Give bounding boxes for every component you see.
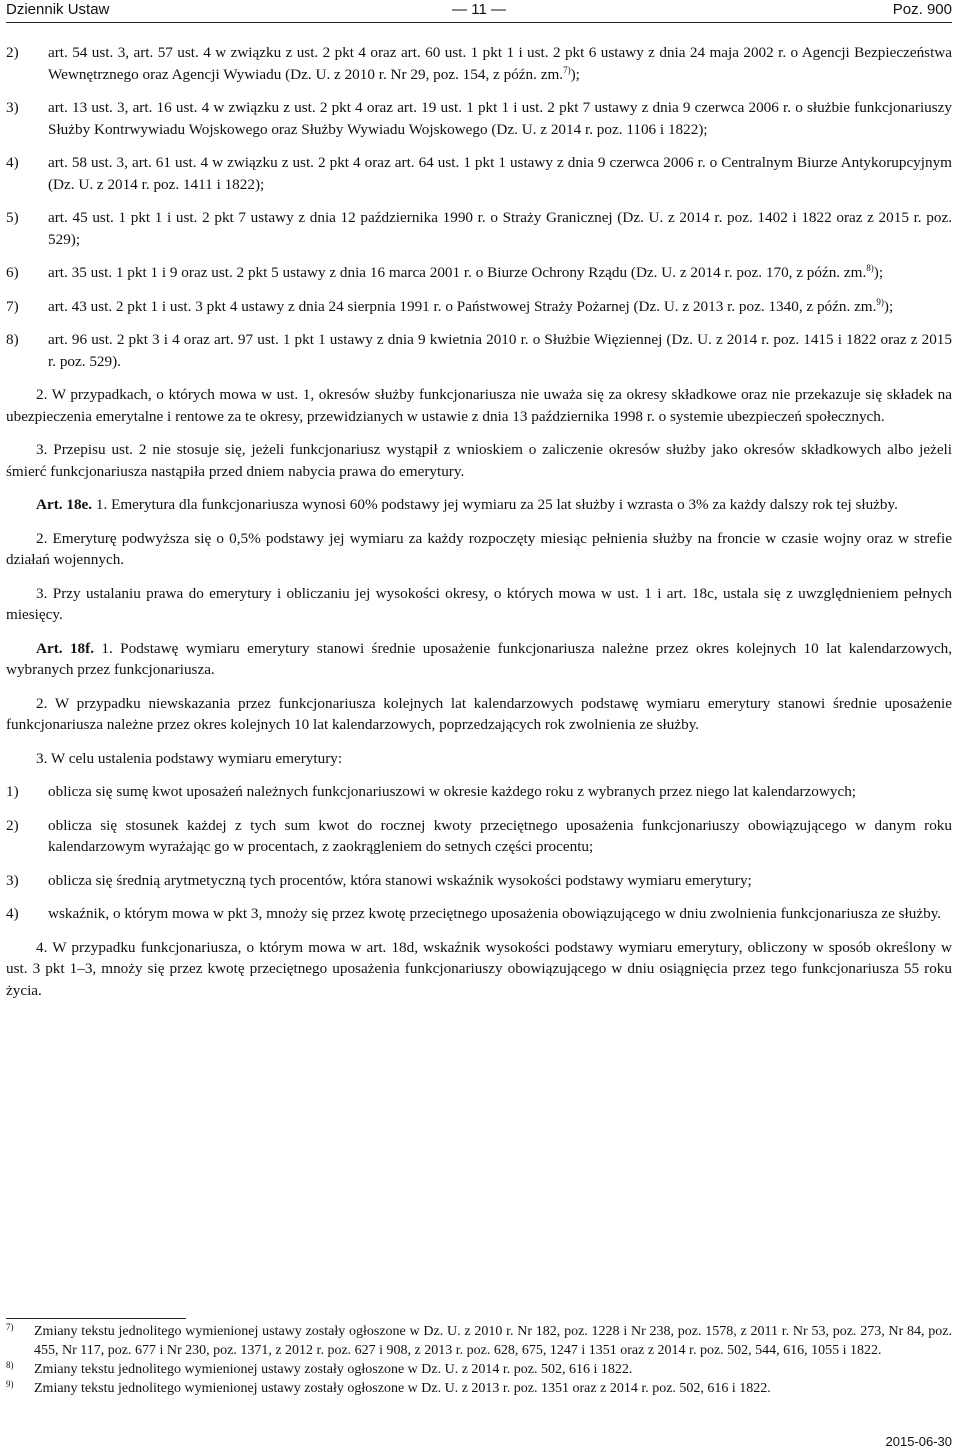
enumerated-list xyxy=(6,42,952,372)
position-number: Poz. 900 xyxy=(892,1,952,18)
list-item-number: 6) xyxy=(6,264,19,281)
footnote-ref: 7) xyxy=(563,64,571,75)
journal-title: Dziennik Ustaw xyxy=(6,1,110,18)
article-label: Art. 18e. xyxy=(36,496,93,513)
list-item xyxy=(6,152,952,195)
paragraph: 3. W celu ustalenia podstawy wymiaru emerytury: xyxy=(36,749,343,767)
list-item-text: art. 43 ust. 2 pkt 1 i ust. 3 pkt 4 ustawy z dnia 24 sierpnia 1991 r. o Państwowej Straży Pożarnej (Dz. U. z 2013 r. poz. 1340, z późn. zm. xyxy=(48,297,877,315)
paragraph: 3. Przy ustalaniu prawa do emerytury i obliczaniu jej wysokości okresy, o których mowa w ust. 1 i art. 18c, ustala się z uwzględnieniem pełnych miesięcy. xyxy=(6,584,952,623)
list-item-text: oblicza się średnią arytmetyczną tych procentów, która stanowi wskaźnik wysokości podstawy wymiaru emerytury; xyxy=(48,871,752,889)
list-item xyxy=(6,903,952,925)
list-item xyxy=(6,97,952,140)
list-item xyxy=(6,42,952,85)
list-item xyxy=(6,329,952,372)
paragraph: 3. Przepisu ust. 2 nie stosuje się, jeżeli funkcjonariusz wystąpił z wnioskiem o zaliczenie okresów służby jako okresów składkowych albo jeżeli śmierć funkcjonariusza nastąpiła przed dniem nabycia prawa do emerytury. xyxy=(6,441,952,480)
article-18e-paragraph xyxy=(6,494,952,516)
list-item-text: art. 54 ust. 3, art. 57 ust. 4 w związku z ust. 2 pkt 4 oraz art. 60 ust. 1 pkt 1 i ust. 2 pkt 6 ustawy z dnia 24 maja 2002 r. o Agencji Bezpieczeństwa Wewnętrznego oraz Agencji Wywiadu (Dz. U. z 2010 r. Nr 29, poz. 154, z późn. zm. xyxy=(48,44,952,83)
footnote-text: Zmiany tekstu jednolitego wymienionej ustawy zostały ogłoszone w Dz. U. z 2010 r. Nr 182, poz. 1228 i Nr 238, poz. 1578, z 2011 r. Nr 53, poz. 273, Nr 84, poz. 455, Nr 117, poz. 677 i Nr 230, poz. 1371, z 2012 r. poz. 627 i 908, z 2013 r. poz. 628, 675, 1247 i 1351 oraz z 2014 r. poz. 502, 544, 616, 1055 i 1822. xyxy=(34,1324,952,1358)
footnote-text: Zmiany tekstu jednolitego wymienionej ustawy zostały ogłoszone w Dz. U. z 2013 r. poz. 1351 oraz z 2014 r. poz. 502, 616 i 1822. xyxy=(34,1381,771,1396)
footnote xyxy=(6,1379,952,1398)
list-item-tail: ); xyxy=(883,297,894,315)
list-item-tail: ); xyxy=(570,65,580,83)
paragraph: 2. W przypadkach, o których mowa w ust. 1, okresów służby funkcjonariusza nie uważa się za okresy składkowe oraz nie przekazuje się składek na ubezpieczenia emerytalne i rentowe za te okresy, przewidzianych w ustawie z dnia 13 października 1998 r. o systemie ubezpieczeń społecznych. xyxy=(6,386,952,425)
list-item-number: 8) xyxy=(6,331,19,348)
list-item xyxy=(6,781,952,803)
paragraph: 4. W przypadku funkcjonariusza, o którym mowa w art. 18d, wskaźnik wysokości podstawy wymiaru emerytury, obliczony w sposób określony w ust. 3 pkt 1–3, mnoży się przez kwotę przeciętnego uposażenia funkcjonariuszy obowiązującego w dniu osiągnięcia przez tego funkcjonariusza 55 roku życia. xyxy=(6,938,952,999)
list-item xyxy=(6,870,952,892)
enumerated-list xyxy=(6,781,952,925)
list-item-number: 5) xyxy=(6,209,19,226)
list-item-number: 4) xyxy=(6,905,19,922)
footnote xyxy=(6,1360,952,1379)
paragraph: 2. Emeryturę podwyższa się o 0,5% podstawy jej wymiaru za każdy rozpoczęty miesiąc pełnienia służby na froncie w czasie wojny oraz w strefie działań wojennych. xyxy=(6,529,952,568)
footnote-number: 8) xyxy=(6,1360,14,1370)
footnote xyxy=(6,1322,952,1360)
footnote-text: Zmiany tekstu jednolitego wymienionej ustawy zostały ogłoszone w Dz. U. z 2014 r. poz. 502, 616 i 1822. xyxy=(34,1362,633,1377)
list-item-number: 3) xyxy=(6,99,19,116)
list-item xyxy=(6,262,952,284)
paragraph-text: 1. Podstawę wymiaru emerytury stanowi średnie uposażenie funkcjonariusza należne przez okres kolejnych 10 lat kalendarzowych, wybranych przez funkcjonariusza. xyxy=(6,639,952,678)
footnote-number: 9) xyxy=(6,1379,14,1389)
list-item-text: wskaźnik, o którym mowa w pkt 3, mnoży się przez kwotę przeciętnego uposażenia obowiązującego w dniu zwolnienia funkcjonariusza ze służby. xyxy=(48,905,942,922)
footnotes xyxy=(6,1322,952,1398)
list-item-text: oblicza się sumę kwot uposażeń należnych funkcjonariuszowi w okresie każdego roku z wybranych przez niego lat kalendarzowych; xyxy=(48,783,857,800)
list-item-text: art. 45 ust. 1 pkt 1 i ust. 2 pkt 7 ustawy z dnia 12 października 1990 r. o Straży Granicznej (Dz. U. z 2014 r. poz. 1402 i 1822 oraz z 2015 r. poz. 529); xyxy=(48,209,952,248)
page-number: — 11 — xyxy=(452,1,506,18)
list-item xyxy=(6,296,952,318)
list-item-tail: ); xyxy=(873,264,884,281)
list-item-text: art. 13 ust. 3, art. 16 ust. 4 w związku z ust. 2 pkt 4 oraz art. 19 ust. 1 pkt 1 i ust. 2 pkt 7 ustawy z dnia 9 czerwca 2006 r. o służbie funkcjonariuszy Służby Kontrwywiadu Wojskowego oraz Służby Wywiadu Wojskowego (Dz. U. z 2014 r. poz. 1106 i 1822); xyxy=(48,99,952,138)
page-header xyxy=(6,0,952,23)
footnote-number: 7) xyxy=(6,1322,14,1332)
list-item-number: 3) xyxy=(6,871,19,889)
article-label: Art. 18f. xyxy=(36,639,94,657)
footnote-ref: 8) xyxy=(866,262,874,273)
list-item-number: 1) xyxy=(6,783,19,800)
list-item-number: 2) xyxy=(6,44,19,61)
footer-date: 2015-06-30 xyxy=(885,1434,952,1449)
list-item-number: 4) xyxy=(6,154,19,171)
list-item xyxy=(6,207,952,250)
paragraph: 2. W przypadku niewskazania przez funkcjonariusza kolejnych lat kalendarzowych podstawę wymiaru emerytury stanowi średnie uposażenie funkcjonariusza należne przez okres kolejnych 10 lat kalendarzowych, poprzedzających rok zwolnienia ze służby. xyxy=(6,694,952,733)
document-body xyxy=(6,42,952,1013)
footnote-ref: 9) xyxy=(876,296,884,307)
footnote-divider xyxy=(6,1318,186,1319)
article-18f-paragraph xyxy=(6,638,952,681)
list-item-text: art. 35 ust. 1 pkt 1 i 9 oraz ust. 2 pkt 5 ustawy z dnia 16 marca 2001 r. o Biurze Ochrony Rządu (Dz. U. z 2014 r. poz. 170, z późn. zm. xyxy=(48,264,867,281)
list-item-text: art. 58 ust. 3, art. 61 ust. 4 w związku z ust. 2 pkt 4 oraz art. 64 ust. 1 pkt 1 ustawy z dnia 9 czerwca 2006 r. o Centralnym Biurze Antykorupcyjnym (Dz. U. z 2014 r. poz. 1411 i 1822); xyxy=(48,154,952,193)
list-item xyxy=(6,815,952,858)
paragraph-text: 1. Emerytura dla funkcjonariusza wynosi 60% podstawy jej wymiaru za 25 lat służby i wzrasta o 3% za każdy dalszy rok tej służby. xyxy=(92,496,898,513)
list-item-number: 2) xyxy=(6,816,19,834)
list-item-text: oblicza się stosunek każdej z tych sum kwot do rocznej kwoty przeciętnego uposażenia funkcjonariuszy obowiązującego w danym roku kalendarzowym wyrażając go w procentach, z zaokrągleniem do setnych części procentu; xyxy=(48,816,952,855)
list-item-number: 7) xyxy=(6,297,19,315)
list-item-text: art. 96 ust. 2 pkt 3 i 4 oraz art. 97 ust. 1 pkt 1 ustawy z dnia 9 kwietnia 2010 r. o Służbie Więziennej (Dz. U. z 2014 r. poz. 1415 i 1822 oraz z 2015 r. poz. 529). xyxy=(48,331,952,370)
